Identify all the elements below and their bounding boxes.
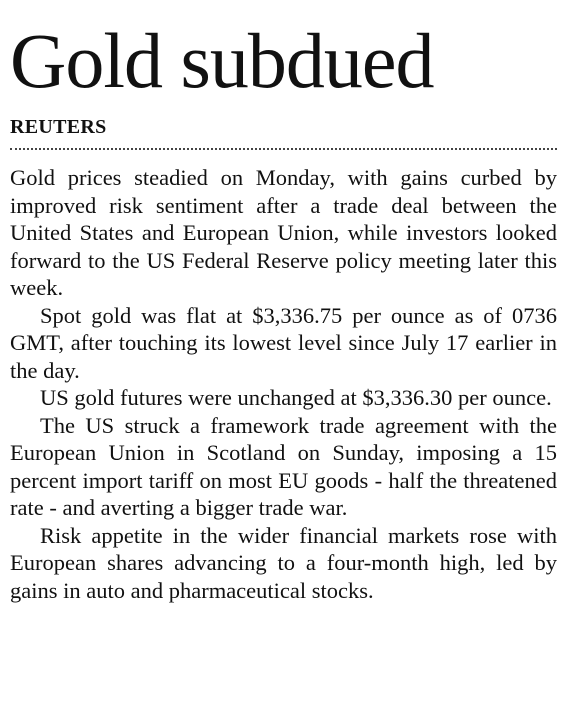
- paragraph: The US struck a framework trade agreement with the European Union in Scotland on Sunday, imposing a 15 percent import tariff on most EU goods - half the threatened rate - and averting a bigger trade war.: [10, 412, 557, 520]
- paragraph: Spot gold was flat at $3,336.75 per ounce as of 0736 GMT, after touching its lowest level since July 17 earlier in the day.: [10, 302, 557, 383]
- dotted-divider: [10, 148, 557, 150]
- paragraph: US gold futures were unchanged at $3,336.30 per ounce.: [40, 385, 552, 410]
- news-article: [10, 0, 557, 604]
- paragraph: Gold prices steadied on Monday, with gains curbed by improved risk sentiment after a trade deal between the United States and European Union, while investors looked forward to the US Federal Reserve policy meeting later this week.: [10, 165, 557, 300]
- paragraph: Risk appetite in the wider financial markets rose with European shares advancing to a four-month high, led by gains in auto and pharmaceutical stocks.: [10, 522, 557, 603]
- headline: Gold subdued: [10, 17, 434, 104]
- article-body: [10, 164, 557, 604]
- byline: REUTERS: [10, 116, 107, 138]
